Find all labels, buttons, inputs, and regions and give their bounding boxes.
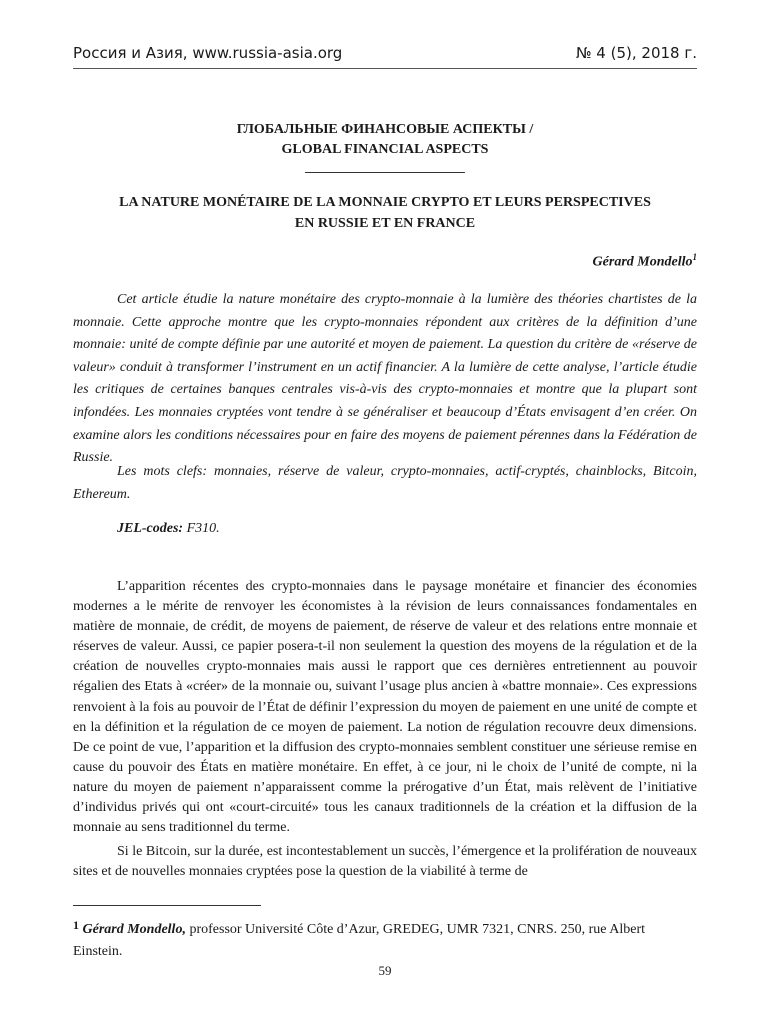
section-heading-en: GLOBAL FINANCIAL ASPECTS [281,142,489,157]
abstract: Cet article étudie la nature monétaire des crypto-monnaie à la lumière des théories chartistes de la monnaie. Cette approche montre que les crypto-monnaies répondent aux critères de la définition d’une monnaie: unité de compte définie par une autorité et moyen de paiement. La question du critère de «réserve de valeur» conduit à transformer l’instrument en un actif financier. A la lumière de cette analyse, l’article étudie les critiques de certaines banques centrales vis-à-vis des crypto-monnaies et montre que la plupart sont infondées. Les monnaies cryptées vont tendre à se généraliser et beaucoup d’États envisagent d’en créer. On examine alors les conditions nécessaires pour en faire des moyens de paiement pérennes dans la Fédération de Russie. [73,292,697,466]
page-number: 59 [378,963,392,978]
footnote-mark: 1 [73,918,79,932]
issue-info: № 4 (5), 2018 г. [575,44,697,62]
running-header [73,44,697,69]
jel-codes [117,521,220,537]
footnote-divider [73,905,261,906]
body-paragraph-2: Si le Bitcoin, sur la durée, est incontestablement un succès, l’émergence et la prolifération de nouveaux sites et de nouvelles monnaies cryptées pose la question de la viabilité à terme de [73,844,697,880]
jel-value: F310. [183,521,220,536]
section-divider [305,172,465,173]
article-title-line-1: LA NATURE MONÉTAIRE DE LA MONNAIE CRYPTO ET LEURS PERSPECTIVES [119,195,651,210]
footnote-author: Gérard Mondello, [82,922,186,937]
section-heading [73,120,697,160]
article-author [593,252,697,271]
article-title-line-2: EN RUSSIE ET EN FRANCE [294,216,476,231]
body-paragraph-1: L’apparition récentes des crypto-monnaies dans le paysage monétaire et financier des économies modernes a le mérite de renvoyer les économistes à la révision de leurs connaissances fondamentales en matière de monnaie, de crédit, de moyens de paiement, de réserve de valeur et des relations entre monnaie et réserves de valeur. Aussi, ce papier posera-t-il non seulement la question des moyens de la régulation et de la création de nouvelles crypto-monnaies mais aussi le rapport que ces dernières entretiennent au pouvoir régalien des Etats à «créer» de la monnaie ou, suivant l’usage plus ancien à «battre monnaie». Ces expressions renvoient à la fois au pouvoir de l’État de définir l’expression du moyen de paiement en une unité de compte et en la définition et la régulation de ce moyen de paiement. La notion de régulation recouvre deux dimensions. De ce point de vue, l’apparition et la diffusion des crypto-monnaies semblent constituer une sérieuse remise en cause du pouvoir des États en matière monétaire. En effet, à ce jour, ni le choix de l’unité de compte, ni la nature du moyen de paiement n’apparaissent comme la prérogative d’un État, mais relèvent de l’initiative d’individus privés qui ont «court-circuité» tous les canaux traditionnels de la création et la diffusion de la monnaie au sens traditionnel du terme. [73,579,697,836]
footnote-reference[interactable]: 1 [692,252,697,262]
article-title [73,192,697,234]
keywords: Les mots clefs: monnaies, réserve de valeur, crypto-monnaies, actif-cryptés, chainblocks, Bitcoin, Ethereum. [73,464,697,502]
author-name: Gérard Mondello [592,254,693,270]
footnote-text: professor Université Côte d’Azur, GREDEG, UMR 7321, CNRS. 250, rue Albert Einstein. [73,922,646,959]
section-heading-ru: ГЛОБАЛЬНЫЕ ФИНАНСОВЫЕ АСПЕКТЫ / [236,122,534,137]
journal-name: Россия и Азия, www.russia-asia.org [73,44,343,62]
jel-label: JEL-codes: [117,521,184,536]
footnote [73,914,697,963]
